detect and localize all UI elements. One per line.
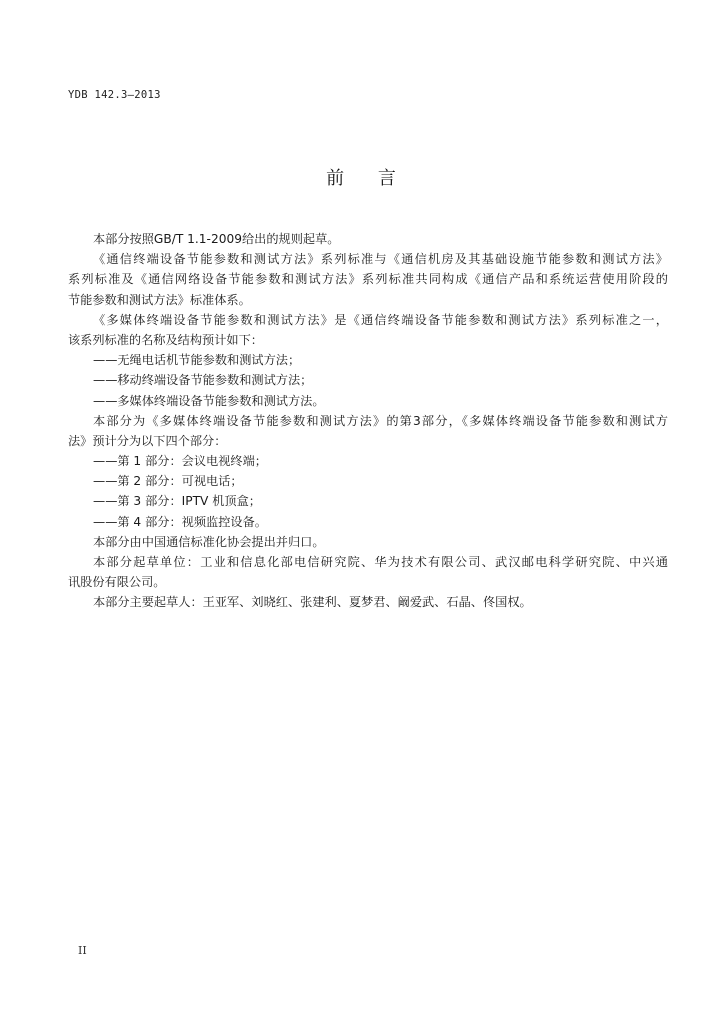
paragraph-series-standards-line-3: 节能参数和测试方法》标准体系。 bbox=[68, 292, 251, 307]
paragraph-multimedia-series-line-1: 《多媒体终端设备节能参数和测试方法》是《通信终端设备节能参数和测试方法》系列标准之一， bbox=[93, 312, 668, 327]
list-item: ——移动终端设备节能参数和测试方法； bbox=[93, 373, 313, 388]
paragraph-part-structure-line-1: 本部分为《多媒体终端设备节能参数和测试方法》的第3部分，《多媒体终端设备节能参数和测试方 bbox=[93, 413, 668, 428]
list-item: ——第 2 部分：可视电话； bbox=[93, 474, 243, 489]
paragraph-proposer: 本部分由中国通信标准化协会提出并归口。 bbox=[93, 534, 325, 549]
list-item: ——多媒体终端设备节能参数和测试方法。 bbox=[93, 393, 325, 408]
paragraph-drafting-units-line-1: 本部分起草单位：工业和信息化部电信研究院、华为技术有限公司、武汉邮电科学研究院、中兴通 bbox=[93, 555, 668, 569]
page-number: II bbox=[78, 944, 87, 957]
paragraph-drafting-rules: 本部分按照GB/T 1.1-2009给出的规则起草。 bbox=[93, 232, 340, 246]
page-title: 前 言 bbox=[326, 168, 410, 189]
document-code: YDB 142.3—2013 bbox=[68, 89, 161, 101]
list-item: ——第 3 部分：IPTV 机顶盒； bbox=[93, 494, 261, 509]
paragraph-part-structure-line-2: 法》预计分为以下四个部分： bbox=[68, 433, 227, 448]
paragraph-drafting-units-line-2: 讯股份有限公司。 bbox=[68, 575, 166, 590]
list-item: ——第 1 部分：会议电视终端； bbox=[93, 454, 267, 469]
list-item: ——第 4 部分：视频监控设备。 bbox=[93, 514, 267, 529]
paragraph-series-standards-line-2: 系列标准及《通信网络设备节能参数和测试方法》系列标准共同构成《通信产品和系统运营使用阶段的 bbox=[68, 272, 668, 287]
list-item: ——无绳电话机节能参数和测试方法； bbox=[93, 353, 301, 368]
paragraph-series-standards-line-1: 《通信终端设备节能参数和测试方法》系列标准与《通信机房及其基础设施节能参数和测试方法》 bbox=[93, 252, 668, 267]
paragraph-drafters: 本部分主要起草人：王亚军、刘晓红、张建利、夏梦君、阚爱武、石晶、佟国权。 bbox=[93, 595, 532, 610]
foreword-body bbox=[68, 229, 668, 613]
paragraph-multimedia-series-line-2: 该系列标准的名称及结构预计如下： bbox=[68, 332, 263, 347]
